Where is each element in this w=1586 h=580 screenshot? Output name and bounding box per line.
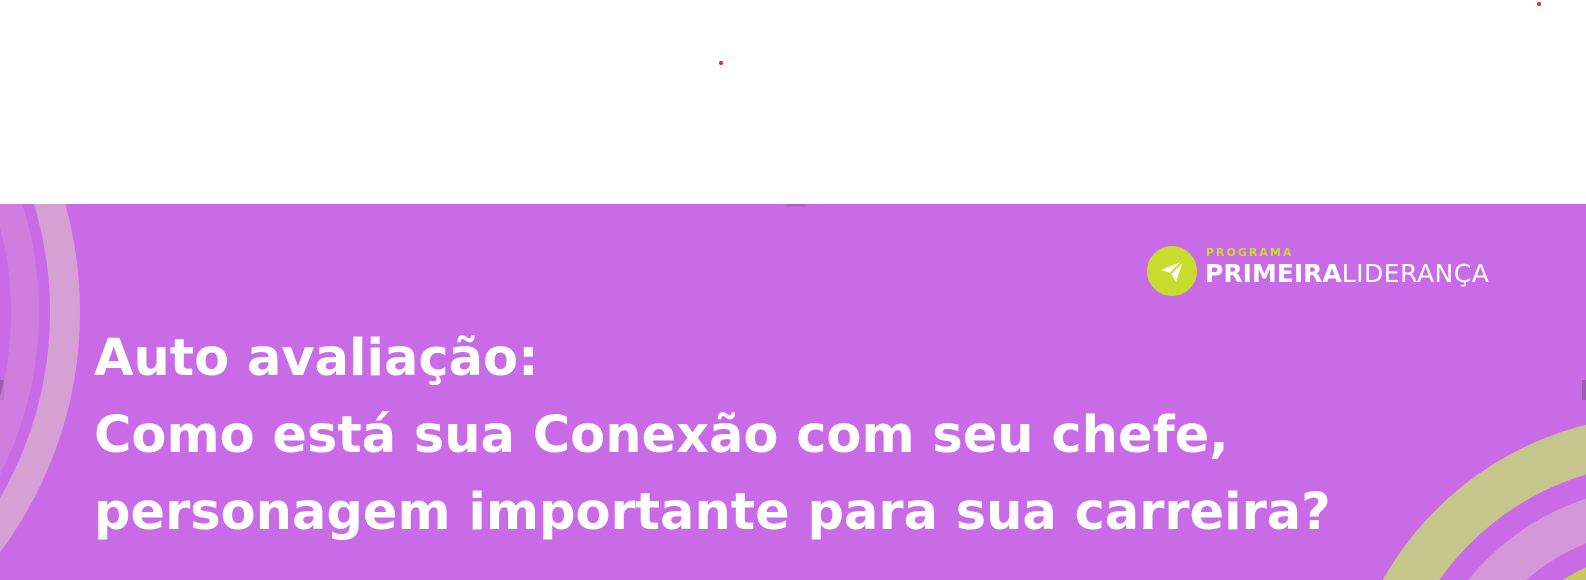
program-logo bbox=[1147, 246, 1557, 300]
selection-handle-right[interactable] bbox=[1582, 380, 1586, 400]
headline-line-1: Auto avaliação: bbox=[94, 329, 539, 389]
logo-badge bbox=[1147, 246, 1197, 296]
paper-plane-icon bbox=[1159, 258, 1185, 284]
course-banner bbox=[0, 204, 1586, 580]
red-marker-dot bbox=[1537, 2, 1541, 6]
left-decorative-arc bbox=[0, 204, 65, 580]
red-marker-dot bbox=[719, 61, 723, 65]
headline-line-2: Como está sua Conexão com seu chefe, bbox=[94, 406, 1229, 466]
headline-line-3: personagem importante para sua carreira? bbox=[94, 483, 1331, 543]
blank-canvas-area bbox=[0, 0, 1586, 204]
logo-wordmark bbox=[1205, 258, 1489, 290]
logo-kicker-text: PROGRAMA bbox=[1206, 246, 1294, 259]
right-decorative-arc bbox=[1365, 439, 1586, 580]
logo-brand-light: LIDERANÇA bbox=[1341, 259, 1490, 288]
logo-brand-strong: PRIMEIRA bbox=[1205, 259, 1342, 288]
right-decorative-arc bbox=[1433, 507, 1586, 580]
selection-handle-left[interactable] bbox=[0, 380, 4, 400]
selection-handle-top[interactable] bbox=[786, 204, 806, 206]
right-decorative-arc bbox=[1496, 570, 1586, 580]
page-title bbox=[94, 320, 1354, 551]
